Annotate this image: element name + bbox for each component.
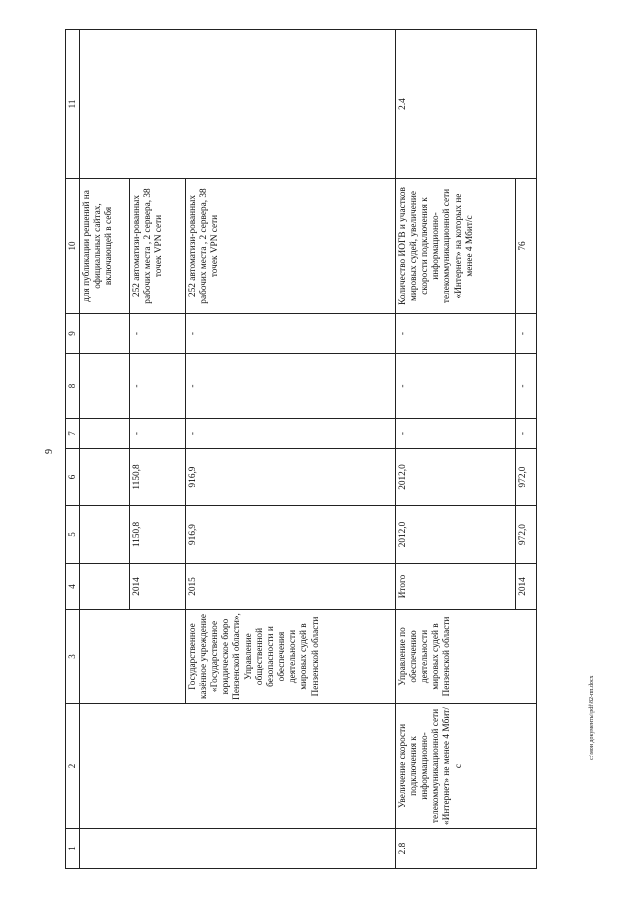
header-cell: 8: [66, 354, 80, 419]
table-cell: 76: [515, 179, 536, 313]
table-cell: 916,9: [185, 506, 395, 564]
header-cell: 1: [66, 829, 80, 869]
table-cell: -: [185, 354, 395, 419]
table-cell: Увеличение скорости подключения к информационно-телекоммуникационной сети «Интернет» не менее 4 Мбит/с: [395, 704, 536, 829]
table-cell: 916,9: [185, 449, 395, 506]
table-cell: 252 автоматизи-рованных рабочих места , 2 сервера, 38 точек VPN сети: [185, 179, 395, 314]
table-cell: 252 автоматизи-рованных рабочих места , 2 сервера, 38 точек VPN сети: [129, 179, 185, 314]
table-cell: -: [129, 354, 185, 419]
table-cell: 2012,0: [397, 464, 408, 490]
header-row: [66, 30, 80, 869]
table-cell: -: [515, 314, 536, 353]
table-cell: -: [397, 431, 408, 436]
table-cell: -: [397, 384, 408, 388]
table-cell: Количество ИОГВ и участков мировых судей, увеличение скорости подключения к информационно-телекоммуникационной сети «Интернет» на которых не менее 4 Мбит/с: [397, 187, 475, 305]
table-cell: 2015: [185, 564, 395, 610]
table-cell: Итого: [397, 574, 408, 599]
table-cell: 1150,8: [129, 449, 185, 506]
table-cell: -: [515, 354, 536, 418]
header-cell: 6: [66, 449, 80, 506]
table-cell: -: [129, 419, 185, 449]
table-cell: -: [515, 419, 536, 448]
header-cell: 4: [66, 564, 80, 610]
header-cell: 7: [66, 419, 80, 449]
header-cell: 11: [66, 30, 80, 179]
table-cell: Управление по обеспечению деятельности мировых судей в Пензенской области: [395, 610, 536, 704]
header-cell: 10: [66, 179, 80, 314]
table-cell: -: [397, 331, 408, 336]
table-cell: -: [129, 314, 185, 354]
table-row: [79, 30, 129, 869]
table-cell: -: [185, 314, 395, 354]
table-cell: для публикации решений на официальных сайтах, включающей в себя: [79, 179, 129, 314]
table-cell: 2012,0: [397, 521, 408, 548]
file-path: c:\мои документы\pdf\82-пп.docx: [589, 675, 595, 760]
table-cell: 972,0: [515, 449, 536, 505]
table-cell: 2.4: [395, 30, 536, 179]
header-cell: 3: [66, 610, 80, 704]
program-table: [65, 29, 537, 869]
table-cell: Государственное казённое учреждение «Государственное юридическое бюро Пензенской области», Управление общественной безопасности и обеспечения деятельности мировых судей в Пензенской области: [185, 610, 395, 704]
header-cell: 5: [66, 506, 80, 564]
table-cell: 2.8: [395, 829, 536, 869]
header-cell: 9: [66, 314, 80, 354]
table-cell: 2014: [515, 564, 536, 609]
table-cell: 972,0: [515, 506, 536, 563]
header-cell: 2: [66, 704, 80, 829]
table-cell: 1150,8: [129, 506, 185, 564]
table-row: [395, 30, 536, 869]
page-number: 9: [44, 449, 55, 454]
rotated-table-wrapper: [65, 30, 540, 869]
table-cell: 2014: [129, 564, 185, 610]
table-cell: -: [185, 419, 395, 449]
